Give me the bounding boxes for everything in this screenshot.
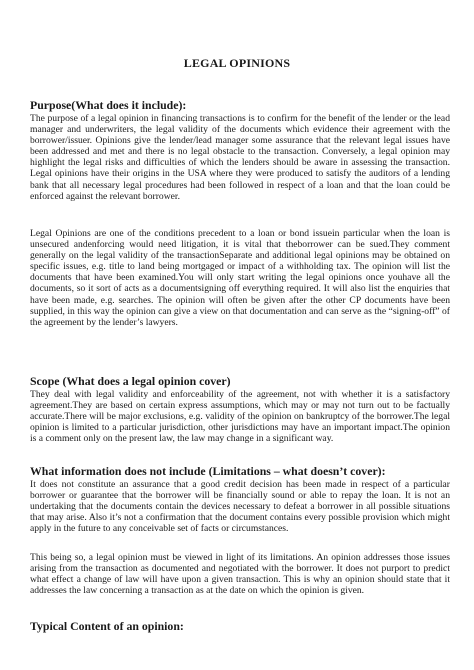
section-heading-typical-content: Typical Content of an opinion: [30, 619, 184, 633]
scope-paragraph: They deal with legal validity and enforceability of the agreement, not with whether it is a satisfactory agreement.They are based on certain express assumptions, which may or may not turn out to be factually accurate.There will be major exclusions, e.g. validity of the opinion on bankruptcy of the borrower.The legal opinion is limited to a particular jurisdiction, other jurisdictions may have an important impact.The opinion is a comment only on the present law, the law may change in a significant way. [30, 389, 450, 445]
purpose-paragraph-1: The purpose of a legal opinion in financing transactions is to confirm for the benefit of the lender or the lead manager and underwriters, the legal validity of the documents which evidence their agreement with the borrower/issuer. Opinions give the lender/lead manager some assurance that the relevant legal issues have been addressed and met and there is no legal obstacle to the transaction. Conversely, a legal opinion may highlight the legal risks and difficulties of which the lenders should be aware in assessing the transaction. Legal opinions have their origins in the USA where they were produced to satisfy the auditors of a lending bank that all necessary legal procedures had been followed in respect of a loan and that the loan could be enforced against the relevant borrower. [30, 113, 450, 202]
purpose-paragraph-2: Legal Opinions are one of the conditions precedent to a loan or bond issuein particular when the loan is unsecured andenforcing would need litigation, it is vital that theborrower can be sued.They comment generally on the legal validity of the transactionSeparate and additional legal opinions may be obtained on specific issues, e.g. title to land being mortgaged or impact of a withholding tax. The opinion will list the documents that have been examined.You will only start writing the legal opinions once youhave all the documents, so it sort of acts as a documentsigning off everything required. It will also list the enquiries that have been made, e.g. searches. The opinion will often be given after the other CP documents have been supplied, in this way the opinion can give a view on that documentation and can serve as the “signing-off” of the agreement by the lender’s lawyers. [30, 228, 450, 328]
limitations-paragraph-1: It does not constitute an assurance that a good credit decision has been made in respect of a particular borrower or guarantee that the borrower will be financially sound or able to repay the loan. It is not an undertaking that the documents contain the devices necessary to defeat a borrower in all possible situations that may arise. Also it’s not a confirmation that the document contains every possible provision which might apply in the future to any conceivable set of facts or circumstances. [30, 479, 450, 535]
document-title: LEGAL OPINIONS [183, 56, 291, 70]
limitations-paragraph-2: This being so, a legal opinion must be viewed in light of its limitations. An opinion addresses those issues arising from the transaction as documented and negotiated with the borrower. It does not purport to predict what effect a change of law will have upon a given transaction. This is why an opinion should state that it addresses the law concerning a transaction as at the date on which the opinion is given. [30, 552, 450, 597]
section-heading-scope: Scope (What does a legal opinion cover) [30, 374, 231, 388]
section-heading-limitations: What information does not include (Limitations – what doesn’t cover): [30, 464, 386, 478]
section-heading-purpose: Purpose(What does it include): [30, 98, 187, 112]
